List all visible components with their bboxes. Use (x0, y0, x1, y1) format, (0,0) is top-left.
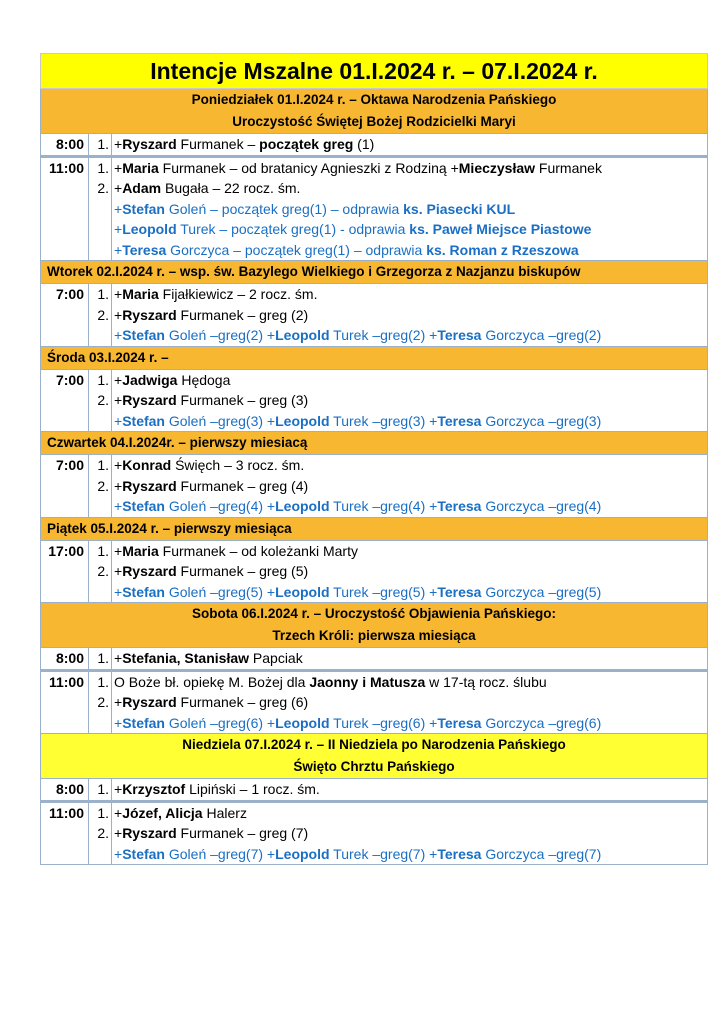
intention-number: 1. (97, 457, 109, 473)
intention-name: Stefan (122, 583, 165, 600)
intention-text: Papciak (249, 650, 303, 666)
intention-name: Ryszard (122, 392, 177, 408)
intention-text: + (114, 845, 123, 862)
intention-line (114, 803, 707, 824)
day-header-line: Piątek 05.I.2024 r. – pierwszy miesiąca (47, 520, 292, 536)
intention-text: + (114, 498, 123, 514)
intention-number: 1. (97, 159, 109, 176)
intention-text: + (114, 542, 123, 559)
intention-number (89, 844, 109, 865)
intention-text: Goleń – początek greg(1) – odprawia (164, 200, 404, 217)
intention-text: Turek –greg(7) + (329, 845, 438, 862)
mass-time (41, 284, 89, 346)
intention-numbers (89, 541, 112, 603)
intention-number: 1. (97, 804, 109, 821)
intention-number: 2. (97, 306, 109, 323)
mass-row (40, 670, 708, 735)
intention-name: Ryszard (122, 306, 177, 323)
day-header-line: Święto Chrztu Pańskiego (293, 759, 455, 774)
intention-name: Ryszard (122, 563, 177, 579)
mass-time (41, 803, 89, 865)
mass-row (40, 370, 708, 433)
intention-text: Goleń –greg(3) + (164, 412, 276, 429)
mass-time-label: 11:00 (48, 159, 84, 176)
mass-row (40, 648, 708, 670)
intention-text: + (114, 392, 123, 408)
day-header-line: Środa 03.I.2024 r. – (47, 349, 169, 365)
intention-name: Teresa (437, 714, 482, 731)
intention-number: 1. (97, 542, 109, 559)
intention-text: Halerz (202, 804, 247, 821)
intention-text: + (114, 825, 123, 841)
mass-time-label: 8:00 (55, 781, 84, 797)
intention-numbers (89, 284, 112, 346)
intention-text: + (114, 412, 123, 429)
intention-text: Goleń –greg(6) + (164, 714, 276, 731)
intention-number: 1. (97, 136, 109, 152)
intention-text: + (114, 371, 123, 388)
day-header-line: Trzech Króli: pierwsza miesiąca (272, 628, 476, 643)
intention-text: + (114, 477, 123, 494)
intention-name: ks. Paweł Miejsce Piastowe (409, 221, 592, 237)
intention-numbers (89, 779, 112, 800)
intention-text: w 17-tą rocz. ślubu (425, 673, 547, 690)
intention-name: Krzysztof (122, 781, 186, 797)
intention-numbers (89, 134, 112, 155)
intention-name: Maria (122, 542, 159, 559)
intention-number: 1. (97, 286, 109, 302)
intention-texts (112, 541, 707, 603)
intention-text: Furmanek – od bratanicy Agnieszki z Rodziną + (158, 159, 459, 176)
intention-text: Gorczyca – początek greg(1) – odprawia (166, 241, 427, 258)
intention-texts (112, 803, 707, 865)
mass-time (41, 370, 89, 432)
intention-number: 1. (97, 673, 109, 690)
intention-name: Leopold (275, 714, 330, 731)
day-header-line: Niedziela 07.I.2024 r. – II Niedziela po Narodzenia Pańskiego (182, 737, 566, 752)
intention-text: Furmanek – greg (3) (176, 392, 309, 408)
mass-time-label: 7:00 (55, 286, 84, 302)
intention-text: + (114, 200, 123, 217)
intention-text: Gorczyca –greg(6) (481, 714, 602, 731)
intention-number (89, 411, 109, 432)
intention-number (89, 240, 109, 261)
intention-line (114, 561, 707, 582)
intention-text: Turek –greg(6) + (329, 714, 438, 731)
intention-text: + (114, 714, 123, 731)
intention-number: 1. (97, 781, 109, 797)
intention-text: + (114, 159, 123, 176)
intention-text: Furmanek – greg (4) (176, 477, 309, 494)
intention-text: Turek – początek greg(1) - odprawia (176, 221, 410, 237)
intention-text: + (114, 781, 123, 797)
intention-name: Jadwiga (122, 371, 178, 388)
mass-time (41, 455, 89, 517)
intention-text: Gorczyca –greg(4) (481, 498, 602, 514)
intention-numbers (89, 803, 112, 865)
intention-line (114, 779, 707, 800)
intention-line (114, 692, 707, 713)
mass-time-label: 8:00 (55, 136, 84, 152)
mass-row (40, 541, 708, 604)
intention-number: 2. (97, 825, 109, 841)
mass-time-label: 7:00 (55, 457, 84, 473)
intention-number: 2. (97, 477, 109, 494)
intention-text: + (114, 180, 123, 196)
intention-text: Goleń –greg(7) + (164, 845, 276, 862)
intention-text: Goleń –greg(4) + (164, 498, 276, 514)
intention-texts (112, 134, 707, 155)
intention-text: + (114, 286, 123, 302)
intention-name: Teresa (437, 498, 482, 514)
mass-time-label: 17:00 (48, 542, 84, 559)
intention-text: Bugała – 22 rocz. śm. (161, 180, 301, 196)
intention-number: 2. (97, 180, 109, 196)
intention-text: Gorczyca –greg(7) (481, 845, 602, 862)
intention-texts (112, 370, 707, 432)
intention-text: Goleń –greg(2) + (164, 327, 276, 343)
intention-number: 2. (97, 694, 109, 710)
intention-text: Gorczyca –greg(3) (481, 412, 602, 429)
intention-name: Jaonny i Matusza (309, 673, 426, 690)
intention-name: Mieczysław (458, 159, 536, 176)
intention-line (114, 648, 707, 669)
intention-name: Teresa (437, 583, 482, 600)
intention-name: Stefan (122, 498, 165, 514)
mass-time-label: 11:00 (48, 673, 84, 690)
intention-number (89, 713, 109, 734)
intention-texts (112, 158, 707, 261)
days-container (40, 89, 708, 865)
intention-text: Furmanek – greg (7) (176, 825, 309, 841)
intention-name: Stefan (122, 845, 165, 862)
intention-line (114, 240, 707, 261)
page-title: Intencje Mszalne 01.I.2024 r. – 07.I.2024 r. (40, 53, 708, 89)
intention-name: Teresa (437, 412, 482, 429)
intention-name: ks. Piasecki KUL (403, 200, 516, 217)
mass-time-label: 7:00 (55, 371, 84, 388)
day-header-line: Wtorek 02.I.2024 r. – wsp. św. Bazylego Wielkiego i Grzegorza z Nazjanzu biskupów (47, 264, 581, 279)
intention-line (114, 713, 707, 734)
intention-number: 2. (97, 392, 109, 408)
intention-number (89, 219, 109, 240)
intention-line (114, 390, 707, 411)
intention-name: Konrad (122, 457, 172, 473)
intention-text: O Boże bł. opiekę M. Bożej dla (114, 673, 310, 690)
intention-name: początek greg (259, 136, 354, 152)
day-header (40, 518, 708, 541)
intention-text: + (114, 563, 123, 579)
mass-row (40, 455, 708, 518)
intention-name: Maria (122, 159, 159, 176)
intention-text: + (114, 583, 123, 600)
intention-line (114, 284, 707, 305)
intention-number: 2. (97, 563, 109, 579)
intention-text: Fijałkiewicz – 2 rocz. śm. (158, 286, 318, 302)
mass-row (40, 134, 708, 156)
day-header (40, 89, 708, 134)
intention-name: Ryszard (122, 694, 177, 710)
intention-numbers (89, 648, 112, 669)
intention-line (114, 496, 707, 517)
intention-text: Furmanek – greg (5) (176, 563, 309, 579)
intention-name: Stefan (122, 200, 165, 217)
intention-line (114, 305, 707, 326)
intention-text: Gorczyca –greg(2) (481, 327, 602, 343)
mass-time (41, 541, 89, 603)
intention-text: Furmanek (535, 159, 602, 176)
mass-row (40, 779, 708, 801)
day-header (40, 347, 708, 370)
intention-text: Turek –greg(2) + (329, 327, 438, 343)
intention-line (114, 476, 707, 497)
day-header (40, 432, 708, 455)
intention-number (89, 325, 109, 346)
mass-time (41, 672, 89, 734)
intention-name: Teresa (122, 241, 167, 258)
mass-row (40, 801, 708, 866)
intention-text: + (114, 327, 123, 343)
intention-texts (112, 779, 707, 800)
intention-name: Ryszard (122, 477, 177, 494)
day-header (40, 734, 708, 779)
intention-text: Turek –greg(5) + (329, 583, 438, 600)
intention-number: 1. (97, 650, 109, 666)
intention-text: Furmanek – od koleżanki Marty (158, 542, 358, 559)
intention-line (114, 134, 707, 155)
intention-name: Leopold (275, 583, 330, 600)
intention-line (114, 844, 707, 865)
day-header-line: Sobota 06.I.2024 r. – Uroczystość Objawienia Pańskiego: (192, 606, 556, 621)
intention-text: Goleń –greg(5) + (164, 583, 276, 600)
intention-texts (112, 455, 707, 517)
intention-numbers (89, 370, 112, 432)
intention-name: Maria (122, 286, 159, 302)
intention-text: + (114, 457, 123, 473)
intention-numbers (89, 672, 112, 734)
intention-name: Teresa (437, 327, 482, 343)
intention-name: Leopold (275, 327, 330, 343)
intention-line (114, 158, 707, 179)
intention-line (114, 325, 707, 346)
mass-time-label: 11:00 (48, 804, 84, 821)
intention-line (114, 199, 707, 220)
intention-text: Święch – 3 rocz. śm. (171, 457, 305, 473)
intention-text: Hędoga (177, 371, 231, 388)
intention-text: + (114, 136, 123, 152)
intention-line (114, 411, 707, 432)
intention-name: Leopold (275, 498, 330, 514)
intention-text: (1) (353, 136, 375, 152)
day-header-line: Czwartek 04.I.2024r. – pierwszy miesiacą (47, 435, 308, 450)
intention-line (114, 219, 707, 240)
intention-line (114, 823, 707, 844)
intention-text: Turek –greg(4) + (329, 498, 438, 514)
intention-number (89, 199, 109, 220)
intention-name: Ryszard (122, 825, 177, 841)
day-header-line: Uroczystość Świętej Bożej Rodzicielki Maryi (232, 114, 516, 129)
intention-line (114, 582, 707, 603)
intention-text: Lipiński – 1 rocz. śm. (185, 781, 320, 797)
intention-name: Stefania, Stanisław (122, 650, 250, 666)
mass-time (41, 158, 89, 261)
intention-name: Leopold (275, 845, 330, 862)
intention-text: + (114, 241, 123, 258)
intention-line (114, 178, 707, 199)
day-header (40, 603, 708, 648)
intention-text: + (114, 694, 123, 710)
intention-numbers (89, 158, 112, 261)
intention-name: Stefan (122, 714, 165, 731)
intention-name: Adam (122, 180, 162, 196)
mass-time (41, 134, 89, 155)
mass-row (40, 284, 708, 347)
intention-text: + (114, 804, 123, 821)
intention-text: Furmanek – (176, 136, 260, 152)
intention-number (89, 496, 109, 517)
intention-number (89, 582, 109, 603)
intention-text: + (114, 221, 123, 237)
mass-row (40, 156, 708, 262)
day-header (40, 261, 708, 284)
intention-name: Ryszard (122, 136, 177, 152)
intention-name: Stefan (122, 327, 165, 343)
intention-text: Furmanek – greg (2) (176, 306, 309, 323)
intention-name: Józef, Alicja (122, 804, 203, 821)
intention-name: Leopold (275, 412, 330, 429)
intention-line (114, 370, 707, 391)
intention-texts (112, 672, 707, 734)
intention-text: Gorczyca –greg(5) (481, 583, 602, 600)
intention-line (114, 455, 707, 476)
intention-name: Stefan (122, 412, 165, 429)
intention-text: Furmanek – greg (6) (176, 694, 309, 710)
mass-time (41, 779, 89, 800)
intention-number: 1. (97, 371, 109, 388)
intention-text: Turek –greg(3) + (329, 412, 438, 429)
mass-time-label: 8:00 (55, 650, 84, 666)
intention-texts (112, 284, 707, 346)
intention-text: + (114, 650, 123, 666)
intention-numbers (89, 455, 112, 517)
intention-name: Leopold (122, 221, 177, 237)
intention-name: ks. Roman z Rzeszowa (426, 241, 579, 258)
intention-line (114, 672, 707, 693)
intention-text: + (114, 306, 123, 323)
intention-name: Teresa (437, 845, 482, 862)
intention-texts (112, 648, 707, 669)
day-header-line: Poniedziałek 01.I.2024 r. – Oktawa Narodzenia Pańskiego (191, 92, 557, 107)
mass-time (41, 648, 89, 669)
intentions-sheet (40, 53, 708, 865)
intention-line (114, 541, 707, 562)
